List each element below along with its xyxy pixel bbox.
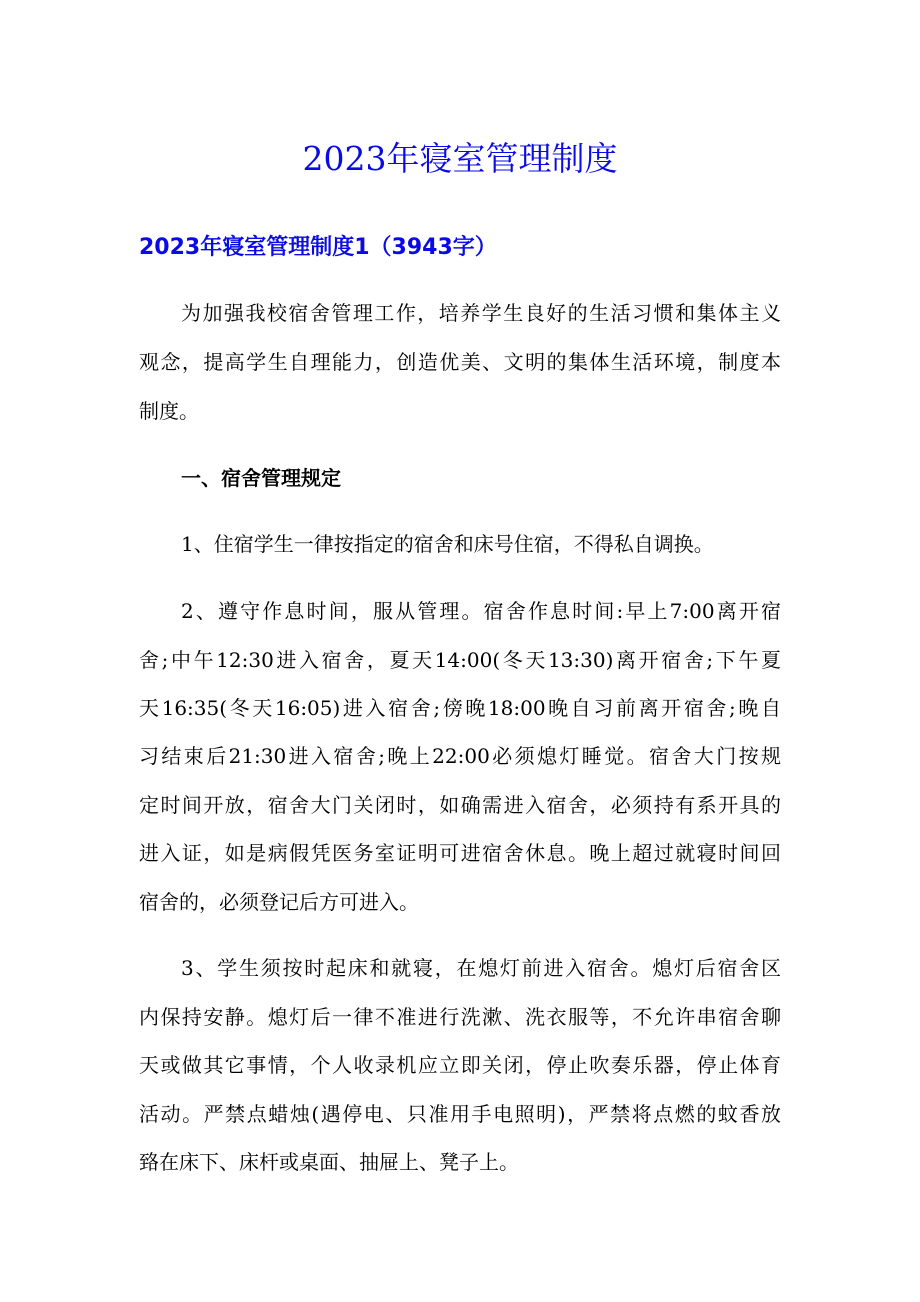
paragraph-line: 进入证，如是病假凭医务室证明可进宿舍休息。晚上超过就寝时间回 [139,841,781,865]
paragraph-line: 习结束后21:30进入宿舍;晚上22:00必须熄灯睡觉。宿舍大门按规 [139,744,781,768]
paragraph-line: 天或做其它事情，个人收录机应立即关闭，停止吹奏乐器，停止体育 [139,1053,781,1077]
paragraph-line: 制度。 [139,399,199,423]
paragraph-line: 定时间开放，宿舍大门关闭时，如确需进入宿舍，必须持有系开具的 [139,793,781,817]
paragraph-line: 宿舍的，必须登记后方可进入。 [139,890,419,914]
paragraph-line: 舍;中午12:30进入宿舍，夏天14:00(冬天13:30)离开宿舍;下午夏 [139,648,781,672]
paragraph-line: 观念，提高学生自理能力，创造优美、文明的集体生活环境，制度本 [139,350,781,374]
document-title: 2023年寝室管理制度 [302,139,618,178]
paragraph-line: 天16:35(冬天16:05)进入宿舍;傍晚18:00晚自习前离开宿舍;晚自 [139,696,781,720]
paragraph-line: 1、住宿学生一律按指定的宿舍和床号住宿，不得私自调换。 [181,532,714,556]
paragraph-line: 为加强我校宿舍管理工作，培养学生良好的生活习惯和集体主义 [181,301,781,325]
section-title: 2023年寝室管理制度1（3943字） [139,235,497,260]
paragraph-line: 内保持安静。熄灯后一律不准进行洗漱、洗衣服等，不允许串宿舍聊 [139,1005,781,1029]
paragraph-line: 3、学生须按时起床和就寝，在熄灯前进入宿舍。熄灯后宿舍区 [181,956,781,980]
paragraph-line: 2、遵守作息时间，服从管理。宿舍作息时间:早上7:00离开宿 [181,599,781,623]
paragraph-line: 臵在床下、床杆或桌面、抽屉上、凳子上。 [139,1150,519,1174]
paragraph-line: 活动。严禁点蜡烛(遇停电、只准用手电照明)，严禁将点燃的蚊香放 [139,1102,781,1126]
heading-dormitory-rules: 一、宿舍管理规定 [181,466,341,490]
